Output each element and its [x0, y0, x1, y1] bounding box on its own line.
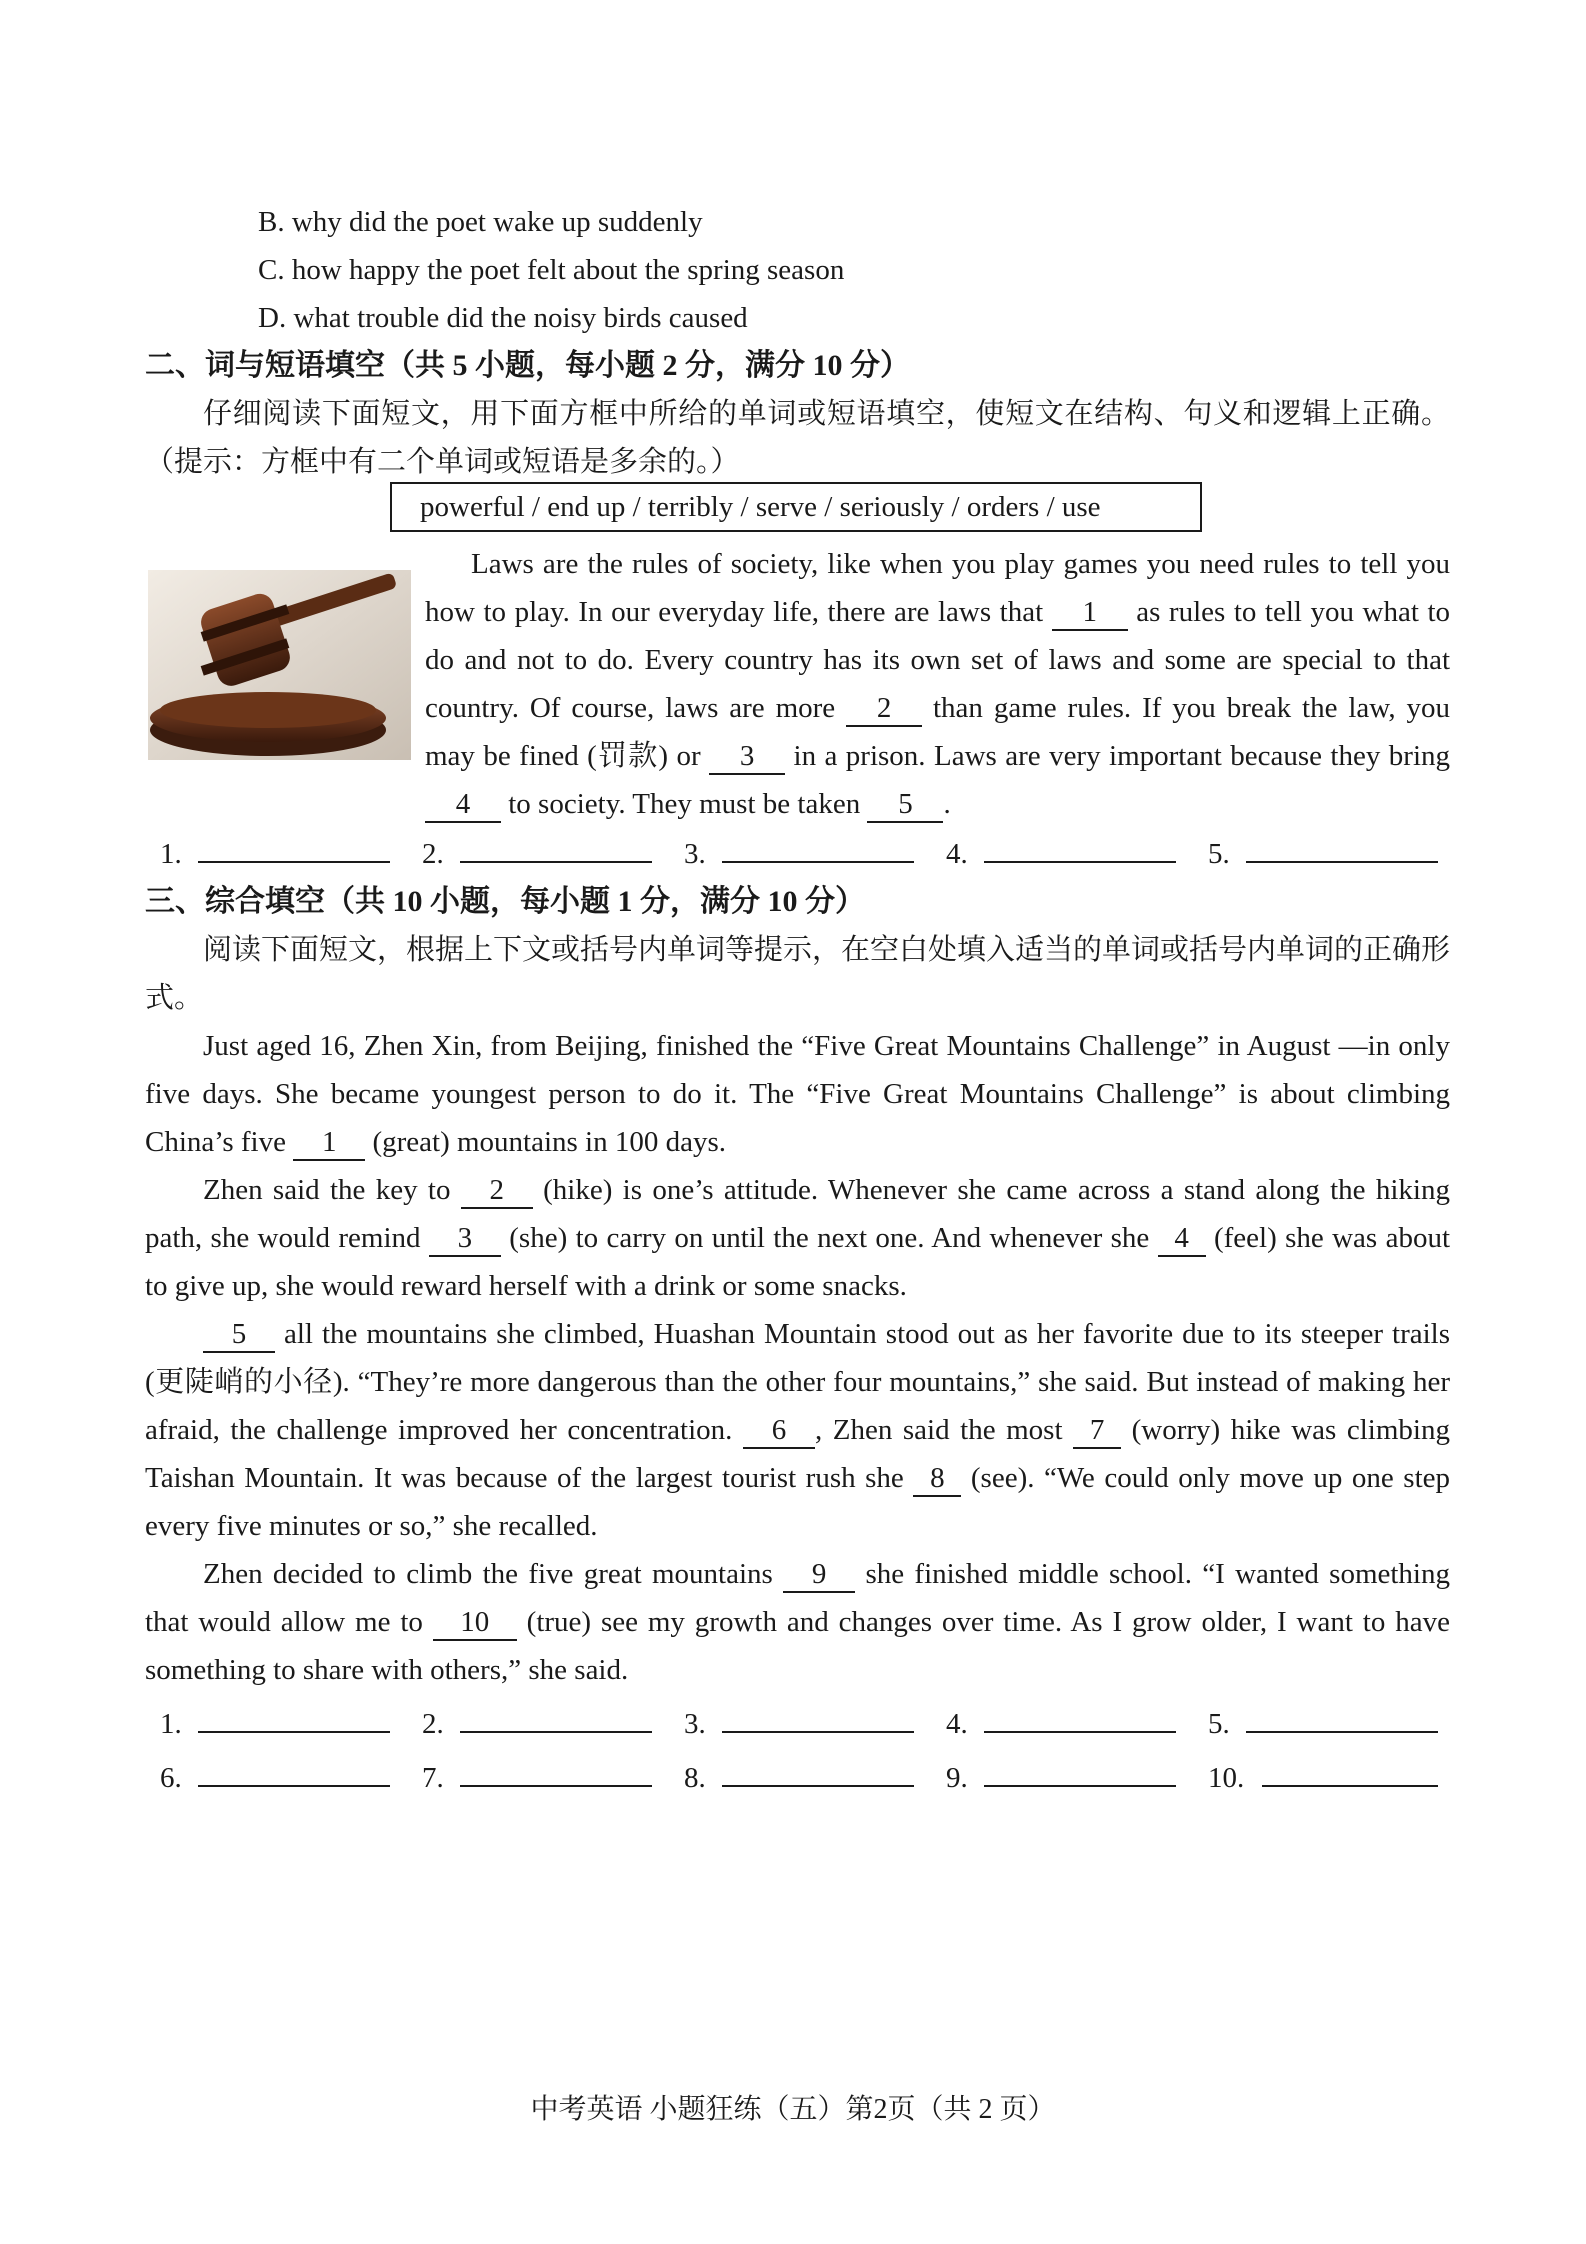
answer-slot[interactable]: 1. [160, 830, 422, 878]
answer-slot[interactable]: 4. [946, 830, 1208, 878]
blank-5: 5 [203, 1317, 275, 1353]
answer-slot[interactable]: 3. [684, 830, 946, 878]
answer-slot[interactable]: 2. [422, 830, 684, 878]
section3-heading: 三、综合填空（共 10 小题，每小题 1 分，满分 10 分） [145, 885, 865, 918]
blank-4: 4 [425, 787, 501, 823]
answer-slot[interactable]: 7. [422, 1754, 684, 1802]
answer-slot[interactable]: 2. [422, 1700, 684, 1748]
passage-text: in a prison. Laws are very important because they bring [785, 740, 1450, 772]
answer-slot[interactable]: 5. [1208, 830, 1470, 878]
option-c: C. how happy the poet felt about the spring season [258, 254, 845, 286]
blank-2: 2 [846, 691, 922, 727]
blank-3: 3 [429, 1221, 501, 1257]
option-d: D. what trouble did the noisy birds caused [258, 302, 748, 334]
blank-1: 1 [293, 1125, 365, 1161]
answer-slot[interactable]: 9. [946, 1754, 1208, 1802]
section2-instruction: 仔细阅读下面短文，用下面方框中所给的单词或短语填空，使短文在结构、句义和逻辑上正确。（提示：方框中有二个单词或短语是多余的。） [145, 398, 1450, 478]
answer-slot[interactable]: 6. [160, 1754, 422, 1802]
section3-answer-row-1 [160, 1700, 1450, 1748]
blank-2: 2 [461, 1173, 533, 1209]
blank-4: 4 [1158, 1221, 1206, 1257]
section3-answer-row-2 [160, 1754, 1450, 1802]
answer-slot[interactable]: 10. [1208, 1754, 1470, 1802]
section3-paragraph-2: Zhen said the key to 2 (hike) is one’s attitude. Whenever she came across a stand along the hiking path, she would remind 3 (she) to carry on until the next one. And whenever she 4 (feel) she was about to give up, she would reward herself with a drink or some snacks. [145, 1174, 1451, 1302]
section3-instruction: 阅读下面短文，根据上下文或括号内单词等提示，在空白处填入适当的单词或括号内单词的正确形式。 [145, 934, 1451, 1014]
blank-5: 5 [867, 787, 943, 823]
passage-text: to society. They must be taken [501, 788, 868, 820]
image-float [145, 588, 425, 828]
blank-9: 9 [783, 1557, 855, 1593]
word-box: powerful / end up / terribly / serve / seriously / orders / use [390, 482, 1202, 532]
section3-paragraph-4: Zhen decided to climb the five great mountains 9 she finished middle school. “I wanted something that would allow me to 10 (true) see my growth and changes over time. As I grow older, I want to have something to share with others,” she said. [145, 1558, 1450, 1686]
blank-6: 6 [743, 1413, 815, 1449]
answer-slot[interactable]: 5. [1208, 1700, 1470, 1748]
blank-3: 3 [709, 739, 785, 775]
option-b: B. why did the poet wake up suddenly [258, 206, 703, 238]
blank-7: 7 [1073, 1413, 1121, 1449]
page-footer: 中考英语 小题狂练（五）第2页（共 2 页） [530, 2094, 1056, 2125]
section3-paragraph-3: 5 all the mountains she climbed, Huashan Mountain stood out as her favorite due to its steeper trails (更陡峭的小径). “They’re more dangerous than the other four mountains,” she said. But instead of making her afraid, the challenge improved her concentration. 6 , Zhen said the most 7 (worry) hike was climbing Taishan Mountain. It was because of the largest tourist rush she 8 (see). “We could only move up one step every five minutes or so,” she recalled. [145, 1318, 1450, 1542]
answer-slot[interactable]: 3. [684, 1700, 946, 1748]
answer-slot[interactable]: 8. [684, 1754, 946, 1802]
section2-heading: 二、词与短语填空（共 5 小题，每小题 2 分，满分 10 分） [145, 349, 910, 382]
answer-slot[interactable]: 4. [946, 1700, 1208, 1748]
section2-passage [145, 540, 1450, 828]
section3-paragraph-1: Just aged 16, Zhen Xin, from Beijing, finished the “Five Great Mountains Challenge” in August —in only five days. She became youngest person to do it. The “Five Great Mountains Challenge” is about climbing China’s five 1 (great) mountains in 100 days. [145, 1022, 1450, 1166]
passage-text: Laws are the rules of society, like when you play games you need rules to tell you how to play. In our everyday life, there are laws that [425, 548, 1450, 628]
passage-text: as rules to tell you what to do and not to do. Every country has its own set of laws and some are special to that country. Of course, laws are more [425, 596, 1451, 724]
passage-text: . [943, 788, 951, 820]
blank-8: 8 [913, 1461, 961, 1497]
blank-1: 1 [1052, 595, 1128, 631]
passage-text: than game rules. If you break the law, you may be fined (罚款) or [425, 692, 1451, 772]
section2-answer-row [160, 830, 1450, 878]
blank-10: 10 [433, 1605, 517, 1641]
answer-slot[interactable]: 1. [160, 1700, 422, 1748]
